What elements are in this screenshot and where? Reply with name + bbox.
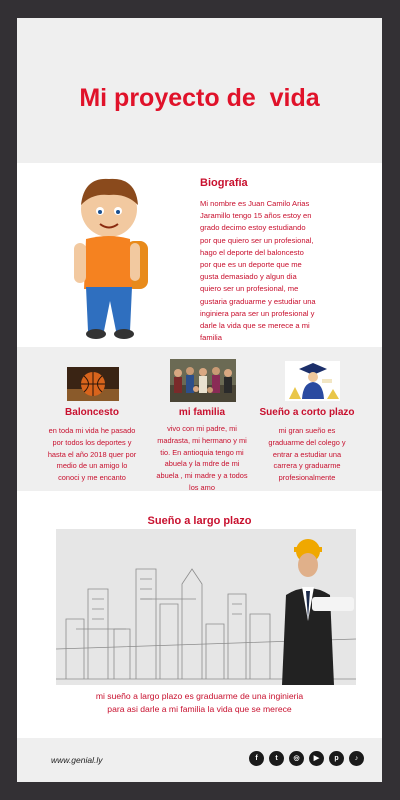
biography-line: por que es un deporte que me xyxy=(200,260,302,270)
instagram-icon[interactable]: ◎ xyxy=(289,751,304,766)
family-line: abuela , mi madre y a todos xyxy=(156,471,248,481)
basketball-title: Baloncesto xyxy=(65,407,119,418)
long-term-line: mi sueño a largo plazo es graduarme de una inginieria xyxy=(95,691,304,701)
short-term-text xyxy=(247,425,367,484)
biography-line: por que quiero ser un profesional, xyxy=(200,235,314,245)
biography-text xyxy=(200,198,348,344)
basketball-line: por todos los deportes y xyxy=(52,437,132,447)
pinterest-icon[interactable]: p xyxy=(329,751,344,766)
long-term-text xyxy=(37,690,362,716)
tiktok-icon[interactable]: ♪ xyxy=(349,751,364,766)
twitter-icon[interactable]: t xyxy=(269,751,284,766)
long-term-line: para asi darle a mi familia la vida que se merece xyxy=(107,704,292,714)
biography-line: gusta demasiado y algun dia xyxy=(200,272,297,282)
page-title: Mi proyecto de vida xyxy=(79,84,320,112)
biography-line: gustaria graduarme y estudiar una xyxy=(200,296,316,306)
long-term-title: Sueño a largo plazo xyxy=(147,515,252,527)
basketball-line: medio de un amigo lo xyxy=(56,461,128,471)
biography-line: darle la vida que se merece a mi xyxy=(200,321,310,331)
family-photo xyxy=(170,359,236,402)
biography-line: grado decimo estoy estudiando xyxy=(200,223,306,233)
facebook-icon[interactable]: f xyxy=(249,751,264,766)
biography-line: hago el deporte del baloncesto xyxy=(200,247,304,257)
short-term-line: profesionalmente xyxy=(278,473,336,483)
graduate-illustration xyxy=(285,361,340,401)
infographic-card xyxy=(17,18,382,782)
biography-line: familia xyxy=(200,333,222,343)
basketball-line: en toda mi vida he pasado xyxy=(48,426,136,435)
basketball-line: hasta el año 2018 quer por xyxy=(47,449,137,459)
short-term-title: Sueño a corto plazo xyxy=(259,407,355,418)
website-link[interactable]: www.genial.ly xyxy=(51,755,103,765)
family-title: mi familia xyxy=(178,407,226,418)
biography-line: inginiera para ser un profesional y xyxy=(200,308,315,318)
family-line: tio. En antioquia tengo mi xyxy=(160,447,244,457)
biography-line: quiero ser un profesional, me xyxy=(200,284,299,294)
short-term-line: carrera y graduarme xyxy=(273,461,341,471)
basketball-line: conoci y me encanto xyxy=(58,473,126,483)
short-term-line: graduarme del colego y xyxy=(268,437,346,447)
biography-line: Mi nombre es Juan Camilo Arias xyxy=(200,199,310,208)
short-term-line: mi gran sueño es xyxy=(278,426,336,435)
biography-title: Biografía xyxy=(200,177,248,189)
basketball-photo xyxy=(67,367,119,401)
family-line: madrasta, mi hermano y mi xyxy=(157,435,247,445)
biography-line: Jaramillo tengo 15 años estoy en xyxy=(200,211,312,221)
engineer-city-photo xyxy=(56,529,356,685)
family-line: los amo xyxy=(189,482,215,492)
short-term-line: entrar a estudiar una xyxy=(272,449,342,459)
boy-illustration xyxy=(64,171,154,341)
family-line: vivo con mi padre, mi xyxy=(167,424,237,433)
youtube-icon[interactable]: ▶ xyxy=(309,751,324,766)
family-line: abuela y la mdre de mi xyxy=(164,459,240,469)
